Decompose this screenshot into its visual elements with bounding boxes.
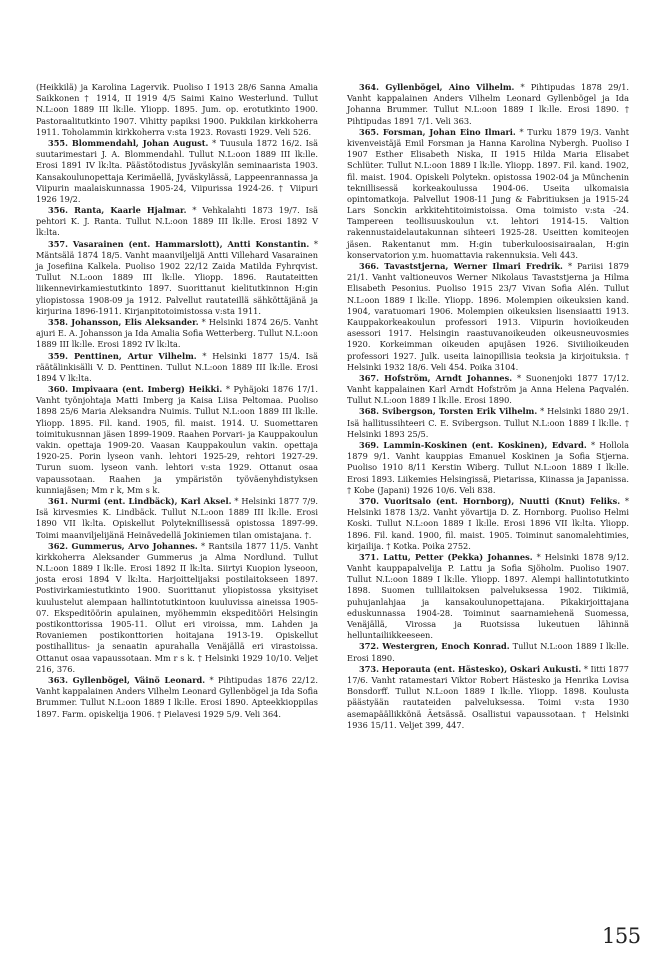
entry-text: * Pyhäjoki 1876 17/1. Vanht työnjohtaja Matti Imberg ja Kaisa Liisa Peltomaa. Puoliso 1898 25/6 Maria Aleksandra Nuimis. Tullut N.L:oon 1889 III lk:lle. Yliopp. 1895. Fil. kand. 1905, fil. maist. 1914. U. Suomettaren toimitukusnnan jäsen 1899-1909. Raahen Porvari- ja Kauppakoulun vakin. opettaja 1909-20. Vaasan Kauppakoulun vakin. opettaja 1920-25. Porin lyseon vanh. lehtori 1925-29, rehtori 1927-29. Turun suom. lyseon vanh. lehtori v:sta 1929. Ottanut osaa vapaussotaan. Raahen ja ympäristön työväenyhdistyksen kunniajäsen; Mm r k, Mm s k.	[36, 384, 318, 495]
entry-heading: 367. Hofström, Arndt Johannes.	[359, 372, 513, 383]
biography-entry	[347, 664, 629, 731]
entry-heading: 369. Lammin-Koskinen (ent. Koskinen), Edvard.	[359, 440, 587, 450]
entry-text: * Vehkalahti 1873 19/7. Isä pehtori K. J. Ranta. Tullut N.L:oon 1889 III lk:lle. Erosi 1892 V lk:lta.	[36, 205, 318, 238]
entry-heading: 358. Johansson, Elis Aleksander.	[48, 316, 199, 327]
page-number: 155	[602, 924, 641, 948]
entry-text: * Pihtipudas 1878 29/1. Vanht kappalainen Anders Vilhelm Leonard Gyllenbögel ja Ida Johanna Brummer. Tullut N.L:oon 1889 I lk:lle. Erosi 1890. † Pihtipudas 1891 7/1. Veli 363.	[347, 82, 629, 126]
entry-heading: 363. Gyllenbögel, Väinö Leonard.	[48, 674, 206, 685]
entry-heading: 373. Heporauta (ent. Hästesko), Oskari Aukusti.	[359, 663, 582, 674]
entry-text: * Suonenjoki 1877 17/12. Vanht kappalainen Karl Arndt Hofström ja Anna Helena Paqvalén. Tullut N.L:oon 1889 I lk:lle. Erosi 1890.	[347, 372, 630, 406]
entry-text: * Turku 1879 19/3. Vanht kivenveistäjä Emil Forsman ja Hanna Karolina Nybergh. Puoliso I 1907 Esther Elisabeth Niska, II 1915 Hilda Maria Elisabet Schlüter. Tullut N.L:oon 1889 I lk:lle. Yliopp. 1897. Fil. kand. 1902, fil. maist. 1904. Opiskeli Polytekn. opistossa 1902-04 ja Münchenin teknillisessä korkeakoulussa 1904-06. Useita ulkomaisia opintomatkoja. Palvellut 1908-11 Jung & Fabritiuksen ja 1915-24 Lars Sonckin arkkitehtitoimistoissa. Oma toimisto v:sta -24. Tampereen teollisuuskoulun v.t. lehtori 1914-15. Valtion rakennustaidelautakunnan sihteeri 1925-28. Useitten komiteojen jäsen. Rakentanut mm. H:gin tuberkuloosisairaalan, H:gin konservatorion y.m. huomattavia rakennuksia. Veli 443.	[347, 126, 630, 260]
biography-entry	[36, 82, 318, 138]
entry-heading: 361. Nurmi (ent. Lindbäck), Karl Aksel.	[48, 495, 232, 506]
entry-heading: 355. Blommendahl, Johan August.	[48, 137, 209, 148]
entry-heading: 368. Svibergson, Torsten Erik Vilhelm.	[359, 406, 538, 417]
entry-heading: 357. Vasarainen (ent. Hammarslott), Antti Konstantin.	[48, 238, 310, 249]
entry-text: * Mäntsälä 1874 18/5. Vanht maanviljelijä Antti Villehard Vasarainen ja Josefiina Kalkela. Puoliso 1902 22/12 Zaida Matilda Fyhrqvist. Tullut N.L:oon 1889 III lk:lle. Yliopp. 1896. Rautateitten liikennevirkamiestutkinto 1897. Suorittanut kielitutkinnon H:gin yliopistossa 1908-09 ja 1912. Palvellut rautateillä sähköttäjänä ja kirjurina 1896-1911. Kirjanpitotoimistossa v:sta 1911.	[36, 238, 318, 316]
biography-entry	[36, 351, 318, 385]
biography-entry	[36, 138, 318, 205]
biography-entry	[36, 384, 318, 496]
biography-entry	[36, 541, 318, 675]
entry-text: * Helsinki 1877 15/4. Isä räätälinkisälli V. D. Penttinen. Tullut N.L:oon 1889 III lk:lle. Erosi 1894 V lk:lta.	[36, 350, 318, 383]
entry-heading: 359. Penttinen, Artur Vilhelm.	[48, 350, 197, 361]
entry-text: (Heikkilä) ja Karolina Lagervik. Puoliso I 1913 28/6 Sanna Amalia Saikkonen † 1914, II 1919 4/5 Saimi Kaino Westerlund. Tullut N.L:oon 1889 III lk:lle. Yliopp. 1895. Jum. op. erotutkinto 1900. Pastoraalitutkinto 1907. Vihitty papiksi 1900. Pukkilan kirkkoherra 1911. Toholammin kirkkoherra v:sta 1923. Rovasti 1929. Veli 526.	[36, 82, 318, 137]
biography-entry	[347, 641, 629, 663]
entry-heading: 356. Ranta, Kaarle Hjalmar.	[48, 205, 187, 216]
biography-entry	[36, 496, 318, 541]
biography-entry	[36, 675, 318, 720]
entry-text: * Pihtipudas 1876 22/12. Vanht kappalainen Anders Vilhelm Leonard Gyllenbögel ja Ida Sofia Brummer. Tullut N.L:oon 1889 I lk:lle. Erosi 1890. Apteekkioppilas 1897. Farm. opiskelija 1906. † Pielavesi 1929 5/9. Veli 364.	[36, 674, 318, 719]
biography-entry	[347, 127, 629, 261]
biography-entry	[36, 205, 318, 239]
right-column	[347, 82, 629, 731]
biography-entry	[347, 406, 629, 440]
entry-heading: 372. Westergren, Enoch Konrad.	[359, 641, 510, 652]
biography-entry	[347, 261, 629, 373]
entry-heading: 360. Impivaara (ent. Imberg) Heikki.	[48, 384, 223, 395]
biography-entry	[36, 239, 318, 317]
entry-heading: 364. Gyllenbögel, Aino Vilhelm.	[359, 82, 515, 92]
biography-entry	[36, 317, 318, 351]
entry-heading: 371. Lattu, Petter (Pekka) Johannes.	[359, 551, 533, 562]
biography-entry	[347, 496, 629, 552]
entry-text: * Helsinki 1880 29/1. Isä hallitussihteeri C. E. Svibergson. Tullut N.L:oon 1889 I lk:lle. † Helsinki 1893 25/5.	[347, 406, 629, 439]
biography-entry	[347, 552, 629, 642]
entry-heading: 365. Forsman, Johan Eino Ilmari.	[359, 126, 516, 137]
entry-text: * Iitti 1877 17/6. Vanht ratamestari Viktor Robert Hästesko ja Henrika Lovisa Bonsdorff. Tullut N.L:oon 1889 I lk:lle. Yliopp. 1898. Koulusta päästyään rautateiden palveluksessa. Toimi v:sta 1930 asemapäällikkönä Äetsässä. Osallistui vapaussotaan. † Helsinki 1936 15/11. Veljet 399, 447.	[347, 663, 630, 730]
entry-heading: 362. Gummerus, Arvo Johannes.	[48, 540, 198, 551]
entry-text: * Hollola 1879 9/1. Vanht kauppias Emanuel Koskinen ja Sofia Stjerna. Puoliso 1910 8/11 Kerstin Wiberg. Tullut N.L:oon 1889 I lk:lle. Erosi 1893. Liikemies Helsingissä, Pietarissa, Kiinassa ja Japanissa. † Kobe (Japani) 1926 10/6. Veli 838.	[347, 440, 630, 495]
entry-text: * Pariisi 1879 21/1. Vanht valtioneuvos Werner Nikolaus Tavaststjerna ja Hilma Elisabeth Pesonius. Puoliso 1915 23/7 Vivan Sofia Alén. Tullut N.L:oon 1889 I lk:lle. Yliopp. 1896. Molempien oikeuksien kand. 1904, varatuomari 1906. Molempien oikeuksien lisensiaatti 1913. Kauppakorkeakoulun professori 1913. Viipurin hovioikeuden asessori 1917. Helsingin raastuvanoikeuden oikeusneuvosmies 1920. Korkeimman oikeuden apujäsen 1926. Siviilioikeuden professori 1927. Julk. useita lainopillisia teoksia ja kirjoituksia. † Helsinki 1932 18/6. Veli 454. Poika 3104.	[347, 261, 629, 372]
entry-text: * Rantsila 1877 11/5. Vanht kirkkoherra Aleksander Gummerus ja Alma Nordlund. Tullut N.L:oon 1889 I lk:lle. Erosi 1892 II lk:lta. Siirtyi Kuopion lyseoon, josta erosi 1894 V lk:lta. Harjoittelijaksi postilaitokseen 1897. Postivirkamiestutkinto 1900. Suorittanut yliopistossa yksityiset kuulustelut alempaan hallintotutkintoon kuuluvissa aineissa 1905-07. Ekspeditöörin apulainen, myöhemmin ekspeditööri Helsingin postikonttorissa 1905-11. Ollut eri viroissa, mm. Lahden ja Rovaniemen postikonttorien hoitajana 1913-19. Opiskellut postihallitus- ja senaatin apurahalla Venäjällä eri virastoissa. Ottanut osaa vapaussotaan. Mm r s k. † Helsinki 1929 10/10. Veljet 216, 376.	[36, 540, 318, 674]
entry-text: Tullut N.L:oon 1889 I lk:lle. Erosi 1890.	[347, 641, 629, 663]
biography-entry	[347, 373, 629, 407]
entry-heading: 366. Tavaststjerna, Werner Ilmari Fredrik.	[359, 261, 563, 271]
biography-entry	[347, 82, 629, 127]
entry-heading: 370. Vuoritsalo (ent. Hornborg), Nuutti (Knut) Feliks.	[359, 495, 621, 506]
entry-text: * Helsinki 1878 9/12. Vanht kauppapalvelija P. Lattu ja Sofia Sjöholm. Puoliso 1907. Tullut N.L:oon 1889 I lk:lle. Yliopp. 1897. Alempi hallintotutkinto 1898. Suomen tullilaitoksen palveluksessa 1902. Tiikimiä, puhujanlahjaa ja kansakoulunopettajana. Pikakirjoittajana eduskunnassa 1904-28. Toiminut saarnamiehenä Suomessa, Venäjällä, Virossa ja Ruotsissa lukeutuen lähinnä helluntailiikkeeseen.	[347, 551, 629, 641]
entry-text: * Tuusula 1872 16/2. Isä suutarimestari J. A. Blommendahl. Tullut N.L:oon 1889 III lk:lle. Erosi 1891 IV lk:lta. Päästötodistus Jyväskylän seminaarista 1903. Kansakoulunopettaja Kerimäellä, Jyväskylässä, Lappeenrannassa ja Viipurin maalaiskunnassa 1905-24, Viipurissa 1924-26. † Viipuri 1926 19/2.	[36, 137, 319, 204]
left-column	[36, 82, 318, 720]
entry-text: * Helsinki 1878 13/2. Vanht yövartija D. Z. Hornborg. Puoliso Helmi Koski. Tullut N.L:oon 1889 I lk:lle. Erosi 1896 VII lk:lta. Yliopp. 1896. Fil. kand. 1900, fil. maist. 1905. Toiminut sanomalehtimies, kirjailija. † Kotka. Poika 2752.	[347, 495, 629, 551]
biography-entry	[347, 440, 629, 496]
entry-text: * Helsinki 1874 26/5. Vanht ajuri E. A. Johansson ja Ida Amalia Sofia Wetterberg. Tullut N.L:oon 1889 III lk:lle. Erosi 1892 IV lk:lta.	[36, 316, 318, 350]
entry-text: * Helsinki 1877 7/9. Isä kirvesmies K. Lindbäck. Tullut N.L:oon 1889 III lk:lle. Erosi 1890 VII lk:lta. Opiskellut Polyteknillisessä opistossa 1897-99. Toimi maanviljelijänä Heinävedellä Jokiniemen tilan omistajana. †.	[36, 495, 319, 540]
